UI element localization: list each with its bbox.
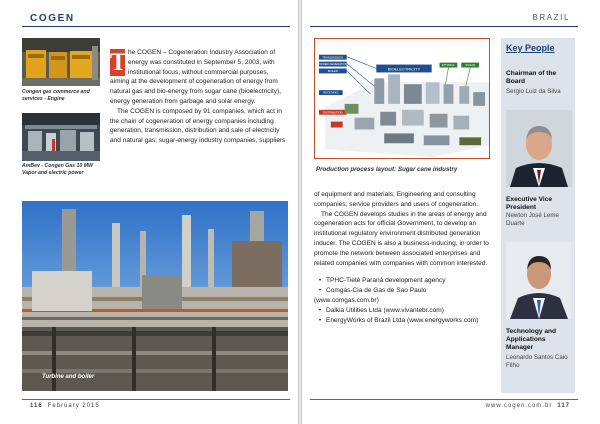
diagram-label-distribution: DISTRIBUTION (323, 111, 343, 115)
article-intro (110, 48, 288, 146)
production-process-diagram (314, 38, 490, 159)
key-people-title: Key People (506, 43, 555, 53)
header-rule (22, 26, 290, 27)
person-3-role: Technology and Applications Manager (506, 328, 557, 352)
right-page-number: 117 (557, 403, 570, 409)
person-1-portrait (506, 110, 572, 187)
list-item: • Dalkia Utilities Ltda (www.vivantebr.com) (318, 306, 444, 314)
key-people-sidebar (501, 38, 575, 393)
left-folio (30, 403, 100, 409)
diagram-label-receiving: RECEIVING (323, 91, 339, 95)
diagram-label-bioelectricity: BIOELECTRICITY (387, 66, 421, 72)
person-1-name: Sergio Luiz da Silva (506, 88, 561, 95)
ambev-photo-caption: AmBev - Congen Gas 10 MW Vapor and electric power (22, 163, 93, 177)
magazine-brand: COGEN (30, 13, 75, 24)
diagram-label-transmission: TRANSMISSION (322, 56, 344, 60)
section-country: BRAZIL (532, 13, 570, 22)
ambev-photo (22, 113, 100, 161)
diagram-label-sugar: SUGAR (465, 64, 476, 68)
article-paragraph-2a: The COGEN is composed by 91 companies, which act in the chain of cogeneration of energy companies including generation, transmission, distribution and sale of electricity and natural gas; sugar-energy industry companies, suppliers (110, 107, 286, 145)
footer-rule (22, 399, 290, 400)
article-paragraph-2b: of equipment and materials; Engineering and consulting companies; service providers and users of cogeneration. (314, 191, 479, 208)
list-item: • EnergyWorks of Brazil Ltda (www.energyworks.com) (318, 316, 479, 324)
person-2-role: Executive Vice President (506, 196, 553, 212)
article-paragraph-1: he COGEN – Cogeneration Industry Association of energy was constituted in September 5, 2003, with institutional focus, without commercial purposes, aiming at the development of cogeneration of energy from natural gas and bio-energy from sugar cane (bioelectricity), energy generation from garbage and solar energy. (110, 49, 282, 105)
engine-photo-caption: Congen gas commerce and services - Engine (22, 89, 90, 103)
person-2-portrait (506, 242, 572, 319)
left-page (0, 0, 298, 424)
turbine-boiler-photo (22, 201, 288, 391)
person-3-name: Leonardo Santos Caio Filho (506, 354, 568, 370)
diagram-label-power-generation: POWER GENERATION (318, 63, 348, 67)
website-url: www.cogen.com.br (485, 403, 553, 409)
diagram-label-boiler: BOILER (327, 70, 338, 74)
diagram-caption: Production process layout: Sugar cane industry (316, 166, 458, 173)
issue-date: February 2015 (47, 403, 100, 409)
header-rule (310, 26, 578, 27)
person-2-name: Newton José Leme Duarte (506, 212, 559, 228)
person-1-role: Chairman of the Board (506, 70, 557, 86)
article-continuation (314, 190, 490, 325)
list-item: • Comgás-Cia de Gas de Sao Paulo (www.comgas.com.br) (314, 287, 427, 304)
diagram-label-ethanol: ETHANOL (441, 64, 455, 68)
engine-photo (22, 38, 100, 86)
drop-cap: T (110, 49, 127, 76)
right-page (302, 0, 600, 424)
article-paragraph-3: The COGEN develops studies in the areas of energy and cogeneration acts for official Government, to develop an institutional regulatory environment distributed generation inducer. The COGEN is also a business-inducing, in order to promote the network between associated enterprises and related companies with companies with common interested. (314, 210, 489, 267)
left-page-number: 116 (30, 403, 43, 409)
turbine-boiler-caption: Turbine and boiler (42, 374, 95, 380)
footer-rule (310, 399, 578, 400)
right-folio (486, 403, 570, 409)
list-item: • TPHC-Tietê Paraná development agency (318, 277, 446, 285)
member-list (314, 276, 490, 325)
